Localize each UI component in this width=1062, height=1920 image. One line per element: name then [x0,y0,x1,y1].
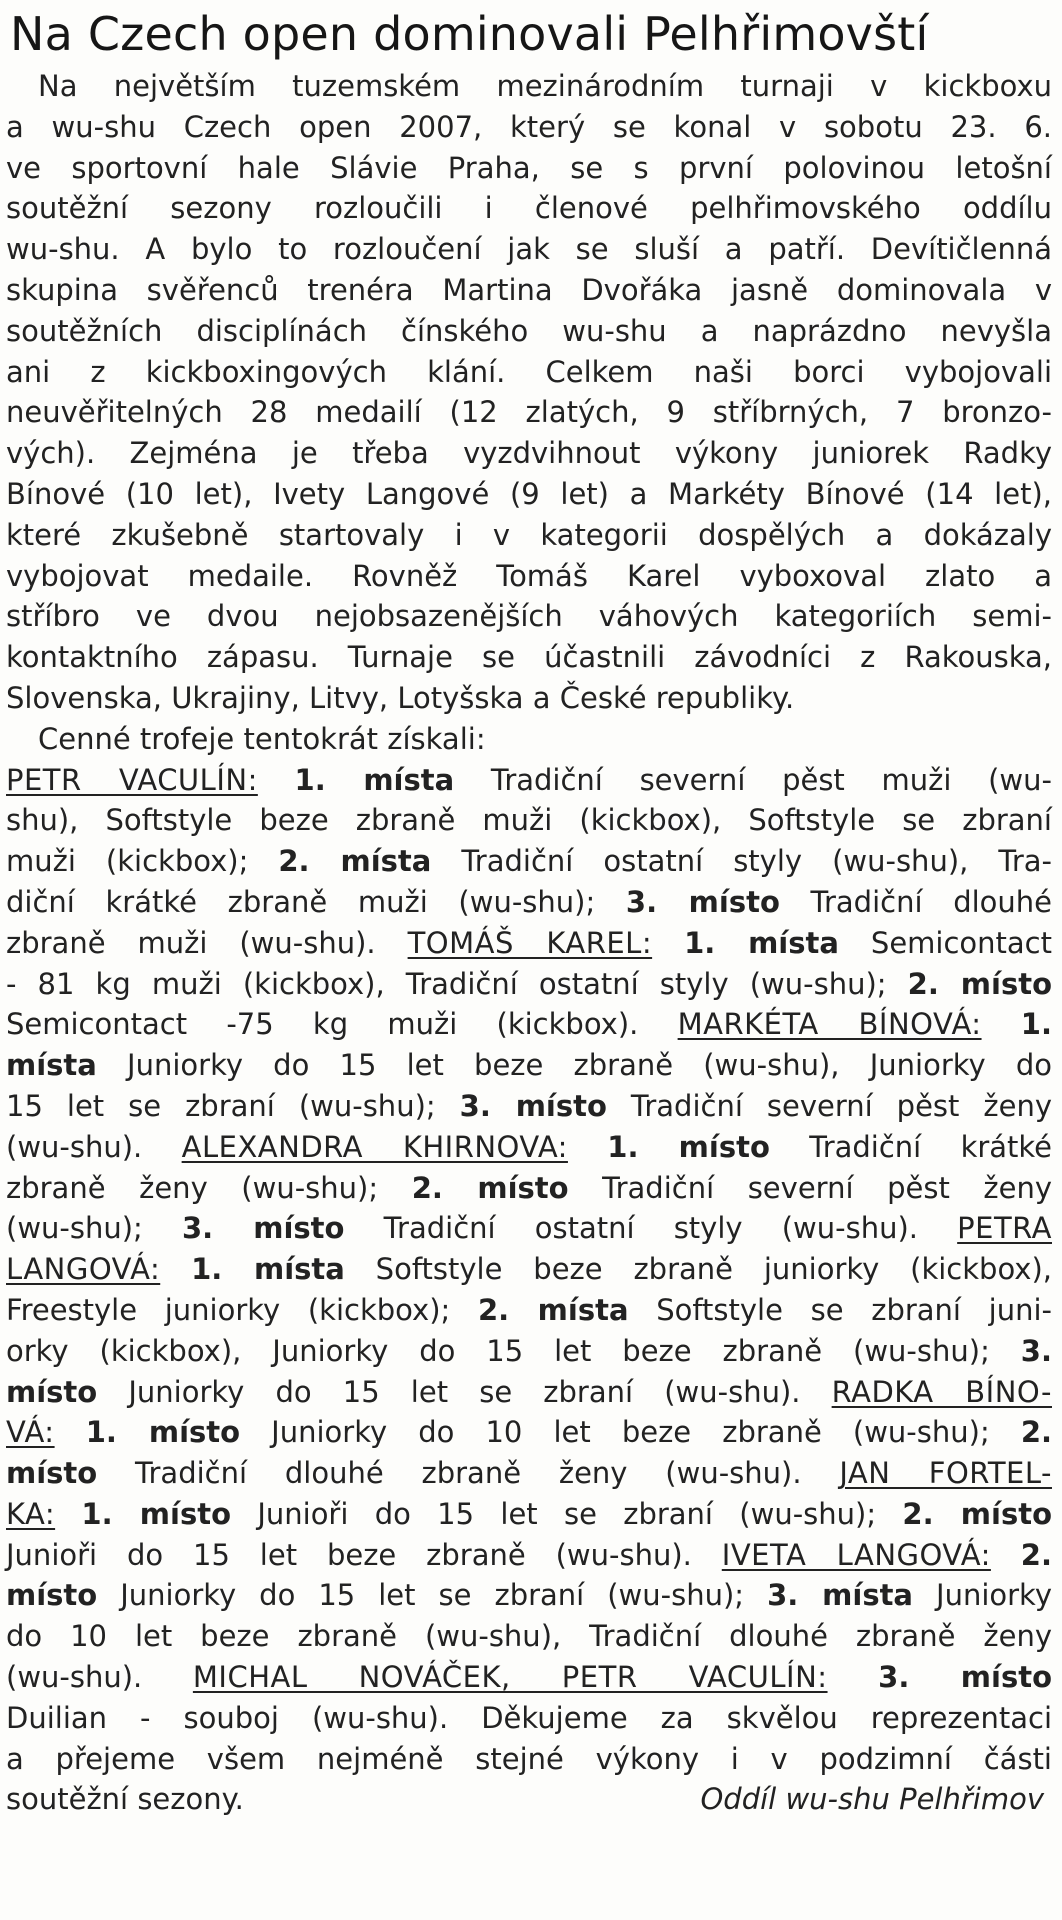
intro-line: a wu-shu Czech open 2007, který se konal v sobotu 23. 6. [6,109,1052,144]
result-text: (wu-shu). [6,1129,182,1164]
result-text: zbraně ženy (wu-shu); [6,1170,412,1205]
result-text [55,1497,81,1531]
result-text [652,926,684,960]
results-line [6,1208,1052,1249]
placement: 2. místo [411,1170,569,1205]
headline: Na Czech open dominovali Pelhřimovští [10,7,929,61]
placement: 2. [1020,1415,1053,1450]
placement: 1. místo [81,1496,232,1531]
closing-line [6,1779,1052,1820]
results-line [6,1086,1052,1127]
result-text: zbraně muži (wu-shu). [6,925,408,960]
result-text: orky (kickbox), Juniorky do 15 let beze zbraně (wu-shu); [6,1333,1021,1368]
results-line [6,1494,1052,1535]
intro-line: wu-shu. A bylo to rozloučení jak se sluší a patří. Devítičlenná [6,232,1052,267]
results-line [6,1412,1052,1453]
placement: 1. [1020,1007,1052,1042]
results-line [6,1372,1052,1413]
athlete-name: LANGOVÁ: [6,1252,161,1287]
result-text [828,1660,879,1694]
result-text: Semicontact -75 kg muži (kickbox). [6,1007,678,1042]
placement: místa [6,1048,97,1083]
placement: 2. místo [907,966,1053,1001]
result-text: Freestyle juniorky (kickbox); [6,1292,478,1327]
result-text: Duilian - souboj (wu-shu). Děkujeme za skvělou reprezentaci [6,1700,1052,1735]
results-line [6,1575,1052,1616]
results-line [6,882,1052,923]
placement: místo [6,1578,98,1613]
athlete-name: TOMÁŠ KAREL: [407,925,653,960]
intro-line: kontaktního zápasu. Turnaje se účastnili závodníci z Rakouska, [6,640,1052,675]
intro-line: soutěžních disciplínách čínského wu-shu a naprázdno nevyšla [6,313,1052,348]
result-text: do 10 let beze zbraně (wu-shu), Tradiční dlouhé zbraně ženy [6,1619,1052,1654]
intro-line: neuvěřitelných 28 medailí (12 zlatých, 9 stříbrných, 7 bronzo- [6,395,1052,430]
athlete-name: ALEXANDRA KHIRNOVA: [181,1129,568,1164]
results-line [6,1045,1052,1086]
placement: 3. místo [878,1660,1053,1695]
result-text [160,1252,191,1286]
results-line [6,1698,1052,1739]
results-line [6,1249,1052,1290]
results-line [6,1004,1052,1045]
results-line [6,964,1052,1005]
placement: 1. místo [607,1129,770,1164]
intro-paragraph [6,66,1052,719]
placement: 2. místa [477,1292,629,1327]
placement: 3. místo [625,884,780,919]
result-text: Tradiční ostatní styly (wu-shu). [344,1211,958,1246]
placement: 1. místa [294,762,455,797]
result-text: Juniorky do 15 let se zbraní (wu-shu); [97,1578,768,1613]
result-text: Juniorky do 15 let beze zbraně (wu-shu), Juniorky do [96,1048,1052,1083]
result-text [982,1007,1021,1041]
result-text [568,1130,607,1164]
result-text: muži (kickbox); [6,844,279,879]
placement: 3. místa [767,1578,914,1613]
result-text: Juniorky do 15 let se zbraní (wu-shu). [97,1374,832,1409]
intro-line: stříbro ve dvou nejobsazenějších váhových kategoriích semi- [6,599,1052,634]
result-text: (wu-shu). [6,1660,193,1695]
intro-line: které zkušebně startovaly i v kategorii dospělých a dokázaly [6,517,1052,552]
results-line [6,800,1052,841]
intro-line: vých). Zejména je třeba vyzdvihnout výkony juniorek Radky [6,436,1052,471]
athlete-name: PETR VACULÍN: [6,762,258,797]
trophies-intro: Cenné trofeje tentokrát získali: [38,721,486,756]
placement: 2. místa [278,844,432,879]
intro-line: vybojovat medaile. Rovněž Tomáš Karel vyboxoval zlato a [6,558,1052,593]
result-text: diční krátké zbraně muži (wu-shu); [6,884,626,919]
athlete-name: VÁ: [6,1415,55,1450]
athlete-name: PETRA [957,1211,1052,1246]
results-line [6,1616,1052,1657]
placement: místo [6,1374,98,1409]
result-text [55,1415,86,1449]
result-text: Tradiční krátké [769,1129,1053,1164]
intro-line: ve sportovní hale Slávie Praha, se s první polovinou letošní [6,150,1052,185]
intro-line: Bínové (10 let), Ivety Langové (9 let) a Markéty Bínové (14 let), [6,476,1052,511]
intro-line: soutěžní sezony rozloučili i členové pelhřimovského oddílu [6,191,1052,226]
intro-line: Slovenska, Ukrajiny, Litvy, Lotyšska a České republiky. [6,680,795,715]
placement: 2. [1020,1537,1052,1572]
results-line [6,1127,1052,1168]
athlete-name: RADKA BÍNO- [831,1374,1052,1409]
intro-line: skupina svěřenců trenéra Martina Dvořáka jasně dominovala v [6,272,1052,307]
result-text: 15 let se zbraní (wu-shu); [6,1088,460,1123]
result-text: Tradiční severní pěst ženy [568,1170,1052,1205]
placement: 3. místo [182,1211,345,1246]
placement: 3. [1020,1333,1052,1368]
result-text: Juniorky [913,1578,1052,1613]
intro-line: Na největším tuzemském mezinárodním turnaji v kickboxu [38,69,1052,103]
results-line [6,1331,1052,1372]
article-body [6,66,1052,1820]
placement: 1. místo [85,1415,241,1450]
result-text: Juniorky do 10 let beze zbraně (wu-shu); [240,1415,1021,1450]
placement: místo [6,1456,98,1491]
result-text [991,1538,1021,1572]
placement: 1. místa [191,1252,345,1287]
placement: 2. místo [902,1496,1053,1531]
result-text: Junioři do 15 let beze zbraně (wu-shu). [6,1537,722,1572]
athlete-name: MICHAL NOVÁČEK, PETR VACULÍN: [192,1660,828,1695]
results-line [6,1168,1052,1209]
results-line [6,1535,1052,1576]
closing-text: soutěžní sezony. [6,1782,244,1817]
results-line [6,841,1052,882]
intro-line: ani z kickboxingových klání. Celkem naši borci vybojovali [6,354,1052,389]
result-text: Tradiční dlouhé zbraně ženy (wu-shu). [97,1456,840,1491]
results-line [6,1453,1052,1494]
placement: 1. místa [684,925,839,960]
results-line [6,1739,1052,1780]
result-text: - 81 kg muži (kickbox), Tradiční ostatní styly (wu-shu); [6,966,908,1001]
results-line [6,1657,1052,1698]
results-line [6,923,1052,964]
results-line [6,760,1052,801]
result-text: Junioři do 15 let se zbraní (wu-shu); [231,1496,903,1531]
athlete-name: KA: [6,1496,56,1531]
result-text: a přejeme všem nejméně stejné výkony i v podzimní části [6,1741,1052,1776]
signature: Oddíl wu-shu Pelhřimov [700,1782,1044,1817]
result-text: Softstyle se zbraní juni- [628,1292,1052,1327]
result-text [258,763,295,797]
result-text: Tradiční severní pěst muži (wu- [454,762,1052,797]
result-text: Softstyle beze zbraně juniorky (kickbox), [344,1252,1052,1287]
result-text: (wu-shu); [6,1211,182,1246]
result-text: Semicontact [838,925,1052,960]
placement: 3. místo [459,1088,607,1123]
athlete-name: IVETA LANGOVÁ: [721,1537,991,1572]
athlete-name: MARKÉTA BÍNOVÁ: [677,1007,982,1042]
athlete-name: JAN FORTEL- [839,1456,1052,1491]
result-text: Tradiční ostatní styly (wu-shu), Tra- [431,844,1052,879]
result-text: shu), Softstyle beze zbraně muži (kickbox), Softstyle se zbraní [6,803,1052,838]
result-text: Tradiční severní pěst ženy [606,1088,1052,1123]
result-text: Tradiční dlouhé [779,884,1053,919]
results-line [6,1290,1052,1331]
results-paragraph [6,760,1052,1780]
